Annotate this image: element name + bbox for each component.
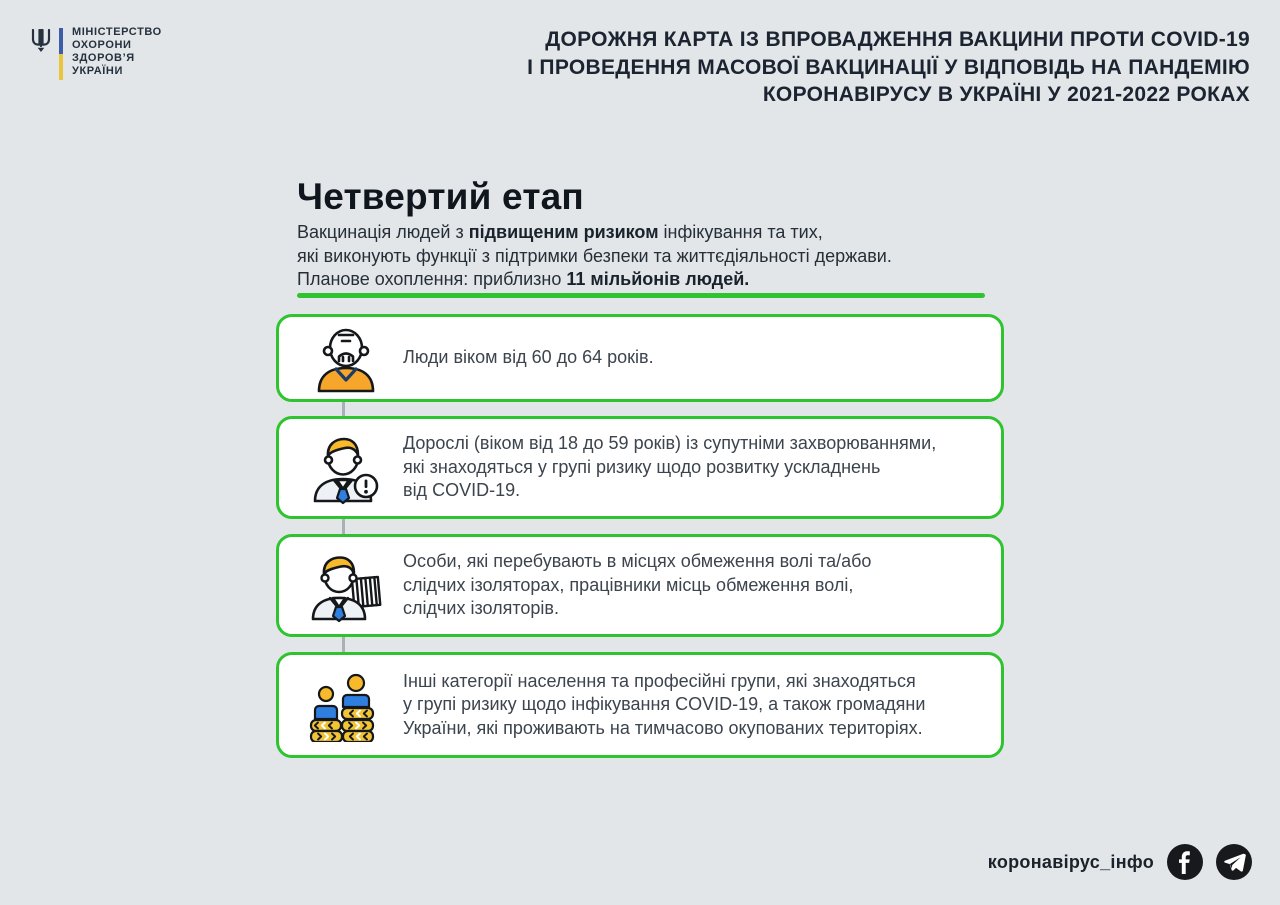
logo-line: МІНІСТЕРСТВО bbox=[72, 26, 162, 38]
logo-line: УКРАЇНИ bbox=[72, 65, 123, 77]
group-card-adults-risk bbox=[276, 416, 1004, 519]
stage-title: Четвертий етап bbox=[297, 176, 584, 217]
headline-line: ДОРОЖНЯ КАРТА ІЗ ВПРОВАДЖЕННЯ ВАКЦИНИ ПРОТИ COVID-19 bbox=[545, 28, 1250, 51]
card-line: які знаходяться у групі ризику щодо розвитку ускладнень bbox=[403, 456, 881, 477]
card-line: у групі ризику щодо інфікування COVID-19, а також громадяни bbox=[403, 694, 926, 715]
stage-intro bbox=[297, 221, 892, 292]
adult-risk-icon bbox=[307, 429, 385, 507]
card-line: Дорослі (віком від 18 до 59 років) із супутніми захворюваннями, bbox=[403, 433, 937, 454]
trident-icon bbox=[30, 29, 52, 53]
group-card-elderly bbox=[276, 314, 1004, 402]
intro-line: Вакцинація людей з підвищеним ризиком інфікування та тих, bbox=[297, 222, 823, 242]
facebook-icon[interactable] bbox=[1167, 844, 1203, 880]
card-line: Інші категорії населення та професійні групи, які знаходяться bbox=[403, 670, 916, 691]
page-headline bbox=[527, 26, 1250, 109]
card-connector-line bbox=[342, 355, 345, 690]
logo-line: ОХОРОНИ bbox=[72, 39, 132, 51]
social-handle: коронавірус_інфо bbox=[987, 851, 1154, 872]
card-line: слідчих ізоляторів. bbox=[403, 598, 559, 619]
card-line: України, які проживають на тимчасово окупованих територіях. bbox=[403, 717, 923, 738]
intro-line: які виконують функції з підтримки безпеки та життєдіяльності держави. bbox=[297, 245, 892, 266]
card-line: від COVID-19. bbox=[403, 480, 521, 501]
group-card-detainees bbox=[276, 534, 1004, 637]
card-text bbox=[403, 432, 936, 503]
card-text bbox=[403, 346, 654, 370]
footer bbox=[988, 844, 1252, 880]
headline-line: КОРОНАВІРУСУ В УКРАЇНІ У 2021-2022 РОКАХ bbox=[762, 83, 1250, 106]
card-line: слідчих ізоляторах, працівники місць обмеження волі, bbox=[403, 574, 854, 595]
intro-line: Планове охоплення: приблизно 11 мільйонів людей. bbox=[297, 269, 750, 289]
detainee-icon bbox=[307, 547, 385, 625]
ministry-logo bbox=[30, 26, 162, 80]
card-text bbox=[403, 550, 871, 621]
card-text bbox=[403, 670, 925, 741]
green-divider bbox=[297, 293, 985, 298]
population-groups-icon bbox=[307, 666, 385, 744]
elderly-person-icon bbox=[307, 319, 385, 397]
ministry-name bbox=[72, 26, 162, 78]
logo-line: ЗДОРОВ’Я bbox=[72, 52, 135, 64]
flag-bar bbox=[59, 28, 63, 80]
card-line: Люди віком від 60 до 64 років. bbox=[403, 347, 654, 368]
card-line: Особи, які перебувають в місцях обмеження волі та/або bbox=[403, 551, 872, 572]
headline-line: І ПРОВЕДЕННЯ МАСОВОЇ ВАКЦИНАЦІЇ У ВІДПОВІДЬ НА ПАНДЕМІЮ bbox=[527, 55, 1250, 79]
telegram-icon[interactable] bbox=[1216, 844, 1252, 880]
group-card-other-groups bbox=[276, 652, 1004, 758]
